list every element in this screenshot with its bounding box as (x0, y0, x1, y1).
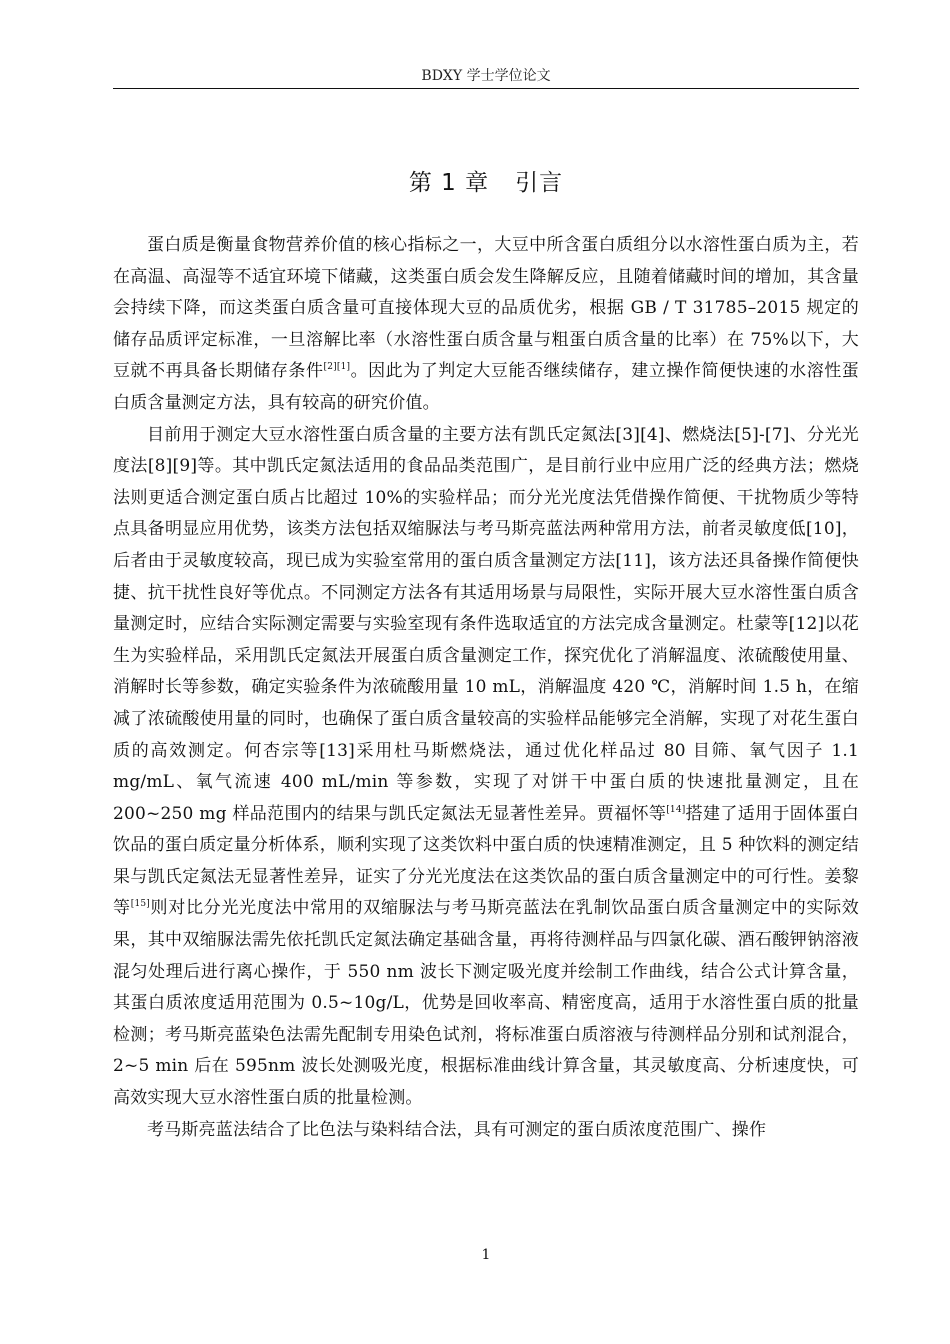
citation-superscript: [14] (666, 804, 686, 815)
paragraph-1 (113, 230, 859, 420)
paragraph-1-text-b: 。因此为了判定大豆能否继续储存，建立操作简便快速的水溶性蛋白质含量测定方法，具有较高的研究价值。 (113, 361, 859, 413)
chapter-number: 第 1 章 (408, 170, 490, 196)
paragraph-3-text: 考马斯亮蓝法结合了比色法与染料结合法，具有可测定的蛋白质浓度范围广、操作 (147, 1119, 767, 1140)
paragraph-2-text-b: 搭建了适用于固体蛋白饮品的蛋白质定量分析体系，顺利实现了这类饮料中蛋白质的快速精准测定，且 5 种饮料的测定结果与凯氏定氮法无显著性差异，证实了分光光度法在这类饮品的蛋白质含量测定中的可行性。姜黎等 (113, 803, 860, 919)
citation-superscript: [15] (130, 899, 151, 910)
paragraph-2-text-a: 目前用于测定大豆水溶性蛋白质含量的主要方法有凯氏定氮法[3][4]、燃烧法[5]-[7]、分光光度法[8][9]等。其中凯氏定氮法适用的食品品类范围广，是目前行业中应用广泛的经典方法；燃烧法则更适合测定蛋白质占比超过 10%的实验样品；而分光光度法凭借操作简便、干扰物质少等特点具备明显应用优势，该类方法包括双缩脲法与考马斯亮蓝法两种常用方法，前者灵敏度低[10]，后者由于灵敏度较高，现已成为实验室常用的蛋白质含量测定方法[11]，该方法还具备操作简便快捷、抗干扰性良好等优点。不同测定方法各有其适用场景与局限性，实际开展大豆水溶性蛋白质含量测定时，应结合实际测定需要与实验室现有条件选取适宜的方法完成含量测定。杜蒙等[12]以花生为实验样品，采用凯氏定氮法开展蛋白质含量测定工作，探究优化了消解温度、浓硫酸使用量、消解时长等参数，确定实验条件为浓硫酸用量 10 mL，消解温度 420 ℃，消解时间 1.5 h，在缩减了浓硫酸使用量的同时，也确保了蛋白质含量较高的实验样品能够完全消解，实现了对花生蛋白质的高效测定。何杏宗等[13]采用杜马斯燃烧法，通过优化样品过 80 目筛、氧气因子 1.1 mg/mL、氧气流速 400 mL/min 等参数，实现了对饼干中蛋白质的快速批量测定，且在 200~250 mg 样品范围内的结果与凯氏定氮法无显著性差异。贾福怀等 (113, 424, 859, 824)
paragraph-2-text-c: 则对比分光光度法中常用的双缩脲法与考马斯亮蓝法在乳制饮品蛋白质含量测定中的实际效果，其中双缩脲法需先依托凯氏定氮法确定基础含量，再将待测样品与四氯化碳、酒石酸钾钠溶液混匀处理后进行离心操作，于 550 nm 波长下测定吸光度并绘制工作曲线，结合公式计算含量，其蛋白质浓度适用范围为 0.5~10g/L，优势是回收率高、精密度高，适用于水溶性蛋白质的批量检测；考马斯亮蓝染色法需先配制专用染色试剂，将标准蛋白质溶液与待测样品分别和试剂混合，2~5 min 后在 595nm 波长处测吸光度，根据标准曲线计算含量，其灵敏度高、分析速度快，可高效实现大豆水溶性蛋白质的批量检测。 (113, 898, 860, 1109)
paragraph-2 (113, 420, 859, 1115)
paragraph-3 (113, 1115, 859, 1147)
chapter-heading (113, 166, 859, 200)
chapter-title: 引言 (515, 170, 564, 196)
paragraph-1-text-a: 蛋白质是衡量食物营养价值的核心指标之一，大豆中所含蛋白质组分以水溶性蛋白质为主，若在高温、高湿等不适宜环境下储藏，这类蛋白质会发生降解反应，且随着储藏时间的增加，其含量会持续下降，而这类蛋白质含量可直接体现大豆的品质优劣，根据 GB / T 31785–2015 规定的储存品质评定标准，一旦溶解比率（水溶性蛋白质含量与粗蛋白质含量的比率）在 75%以下，大豆就不再具备长期储存条件 (113, 235, 859, 382)
body-text (113, 230, 859, 1146)
citation-superscript: [2][1] (323, 362, 351, 373)
running-header: BDXY 学士学位论文 (421, 68, 551, 84)
header-rule (113, 88, 859, 89)
page-number: 1 (481, 1247, 491, 1263)
